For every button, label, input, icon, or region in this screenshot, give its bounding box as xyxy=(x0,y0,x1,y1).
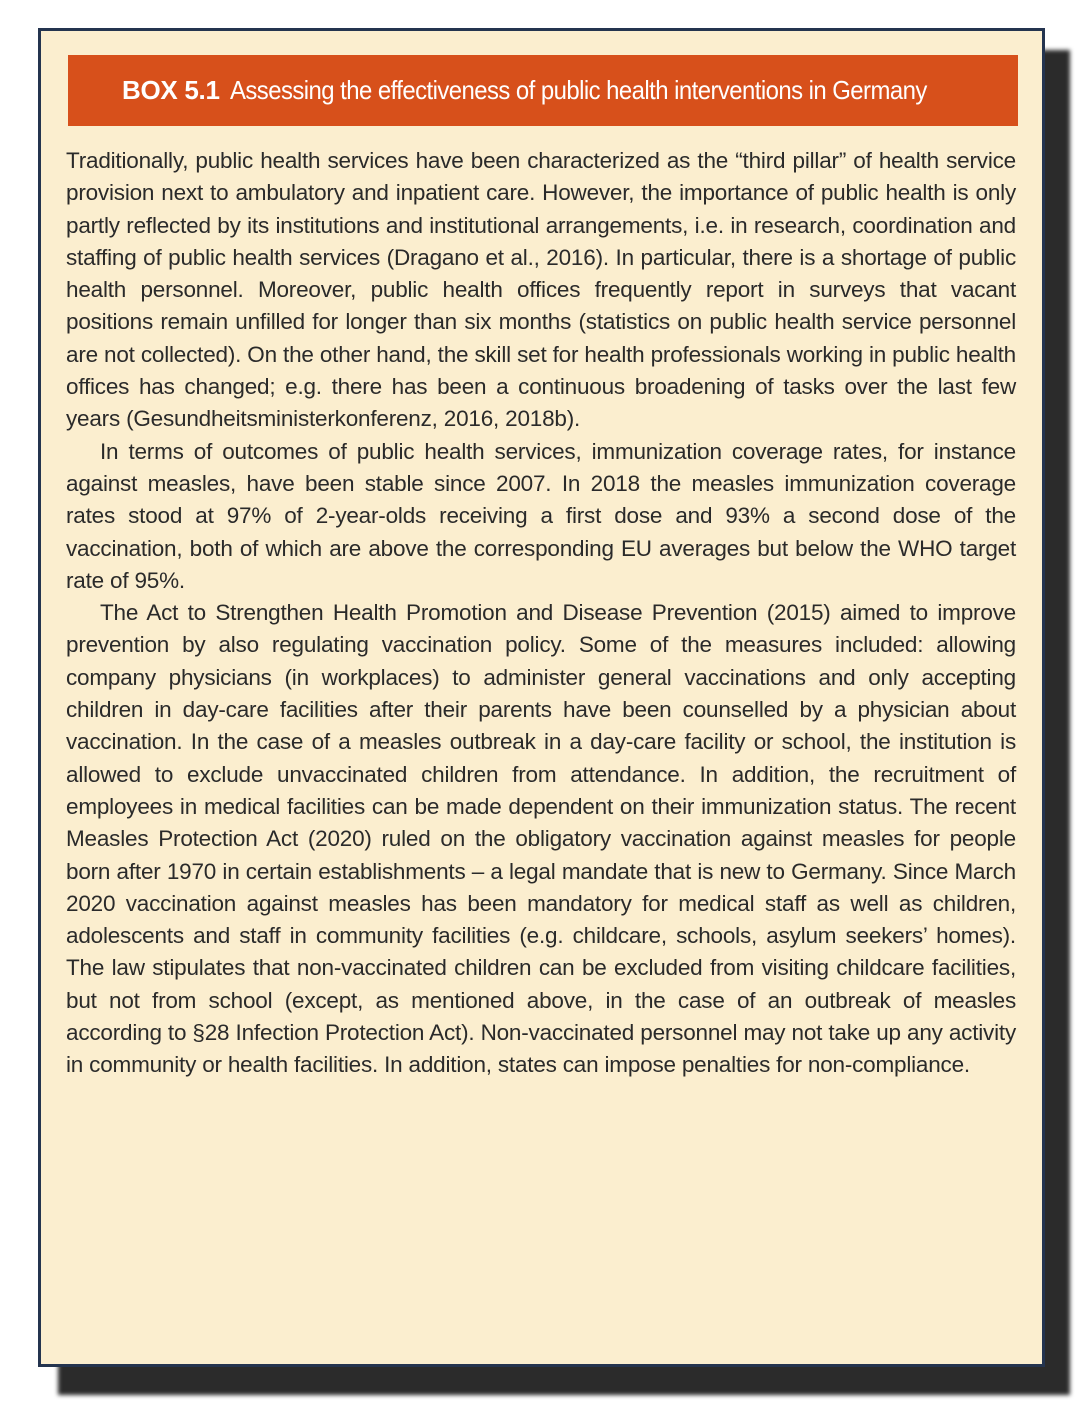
box-header xyxy=(68,55,1018,126)
paragraph-2: In terms of outcomes of public health services, immunization coverage rates, for instance against measles, have been stable since 2007. In 2018 the measles immunization coverage rates stood at 97% of 2-year-olds receiving a first dose and 93% a second dose of the vaccination, both of which are above the corresponding EU averages but below the WHO target rate of 95%. xyxy=(66,438,1016,593)
box-label: BOX 5.1 xyxy=(122,75,220,105)
paragraph-3: The Act to Strengthen Health Promotion and Disease Prevention (2015) aimed to improve prevention by also regulating vaccination policy. Some of the measures included: allowing company physicians (in workplaces) to administer general vaccinations and only accepting children in day-care facilities after their parents have been counselled by a physician about vaccination. In the case of a measles outbreak in a day-care facility or school, the institution is allowed to exclude unvaccinated children from attendance. In addition, the recruitment of employees in medical facilities can be made dependent on their immunization status. The recent Measles Protection Act (2020) ruled on the obligatory vaccination against measles for people born after 1970 in certain establishments – a legal mandate that is new to Germany. Since March 2020 vaccination against measles has been mandatory for medical staff as well as children, adolescents and staff in community facilities (e.g. childcare, schools, asylum seekers’ homes). The law stipulates that non-vaccinated children can be excluded from visiting childcare facilities, but not from school (except, as mentioned above, in the case of an outbreak of measles according to §28 Infection Protection Act). Non-vaccinated personnel may not take up any activity in community or health facilities. In addition, states can impose penalties for non-compliance. xyxy=(66,600,1016,1078)
text-box xyxy=(38,28,1045,1367)
box-title: Assessing the effectiveness of public health interventions in Germany xyxy=(229,75,927,105)
paragraph-1: Traditionally, public health services have been characterized as the “third pillar” of health service provision next to ambulatory and inpatient care. However, the importance of public health is only partly reflected by its institutions and institutional arrangements, i.e. in research, coordination and staffing of public health services (Dragano et al., 2016). In particular, there is a shortage of public health personnel. Moreover, public health offices frequently report in surveys that vacant positions remain unfilled for longer than six months (statistics on public health service personnel are not collected). On the other hand, the skill set for health professionals working in public health offices has changed; e.g. there has been a continuous broadening of tasks over the last few years (Gesundheitsministerkonferenz, 2016, 2018b). xyxy=(66,148,1016,432)
box-body xyxy=(66,145,1016,1082)
